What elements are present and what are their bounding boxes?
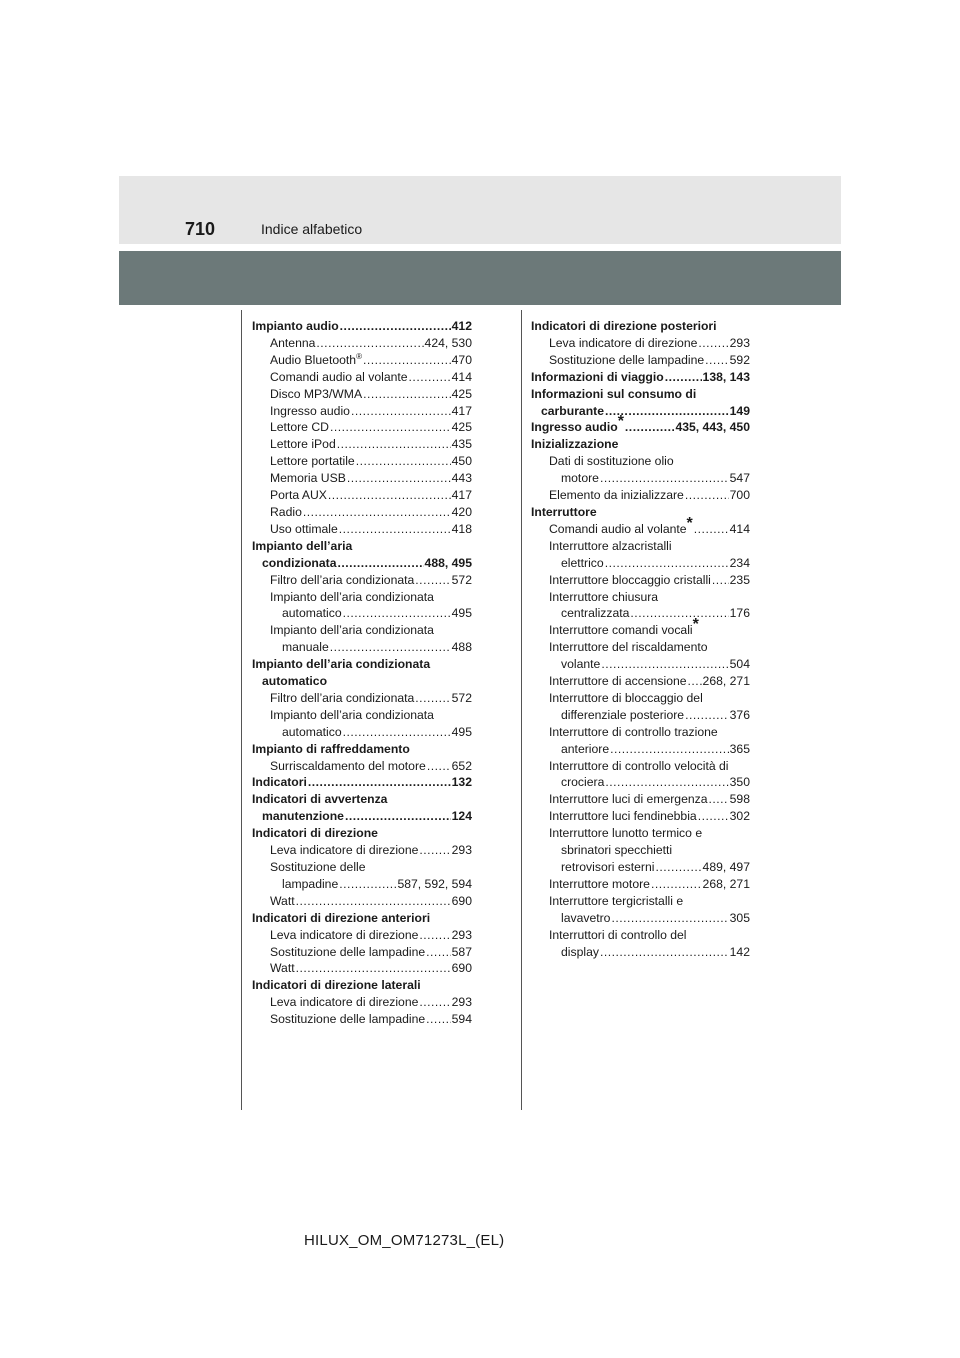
index-entry-pages: 176 bbox=[729, 606, 750, 621]
index-column-right bbox=[531, 318, 750, 960]
index-entry-term: Filtro dell’aria condizionata bbox=[270, 690, 415, 705]
leader-dots bbox=[611, 910, 728, 927]
leader-dots bbox=[705, 352, 729, 369]
index-entry-term: Comandi audio al volante* bbox=[549, 514, 693, 536]
leader-dots bbox=[330, 639, 451, 656]
index-entry-term: Interruttore chiusura bbox=[549, 589, 659, 604]
index-entry-term: Interruttore bbox=[531, 504, 597, 519]
index-entry-term: Watt bbox=[270, 961, 295, 976]
index-entry bbox=[531, 352, 750, 369]
index-entry-term: Indicatori di direzione laterali bbox=[252, 978, 421, 993]
index-entry-term: Sostituzione delle bbox=[270, 860, 366, 874]
index-entry bbox=[531, 690, 750, 707]
index-entry-pages: 547 bbox=[729, 471, 750, 486]
index-entry bbox=[252, 318, 472, 335]
leader-dots bbox=[363, 352, 451, 369]
index-entry-term: Impianto dell’aria condizionata bbox=[270, 707, 434, 722]
index-entry-term: condizionata bbox=[262, 555, 337, 570]
leader-dots bbox=[415, 690, 450, 707]
leader-dots bbox=[328, 487, 451, 504]
index-entry bbox=[252, 656, 472, 673]
leader-dots bbox=[343, 724, 451, 741]
index-entry-term: Interruttore comandi vocali* bbox=[549, 616, 699, 638]
leader-dots bbox=[347, 470, 451, 487]
index-entry bbox=[252, 876, 472, 893]
index-entry-term: Elemento da inizializzare bbox=[549, 488, 684, 503]
index-entry bbox=[531, 791, 750, 808]
leader-dots bbox=[303, 504, 451, 521]
index-entry-term: display bbox=[561, 944, 599, 959]
index-entry bbox=[531, 825, 750, 842]
index-entry bbox=[531, 453, 750, 470]
index-entry-pages: 495 bbox=[451, 724, 472, 739]
index-entry bbox=[252, 808, 472, 825]
index-entry-term: Indicatori di direzione posteriori bbox=[531, 319, 717, 333]
index-entry-pages: 138, 143 bbox=[702, 369, 750, 384]
index-entry-term: Sostituzione delle lampadine bbox=[270, 944, 426, 959]
index-entry bbox=[252, 977, 472, 994]
index-entry-term: Impianto dell’aria bbox=[252, 538, 353, 553]
index-entry bbox=[531, 673, 750, 690]
index-entry-pages: 690 bbox=[451, 961, 472, 976]
index-entry bbox=[252, 352, 472, 369]
leader-dots bbox=[601, 656, 728, 673]
index-entry bbox=[531, 893, 750, 910]
header-band bbox=[119, 176, 841, 244]
index-entry-term: Lettore iPod bbox=[270, 437, 336, 452]
index-entry-term: manutenzione bbox=[262, 809, 344, 824]
index-entry-pages: 350 bbox=[729, 775, 750, 790]
leader-dots bbox=[694, 521, 729, 538]
index-entry-term: Antenna bbox=[270, 335, 316, 350]
index-entry bbox=[252, 1011, 472, 1028]
index-entry-term: automatico bbox=[282, 606, 342, 621]
index-entry-pages: 124 bbox=[451, 809, 472, 824]
leader-dots bbox=[427, 758, 451, 775]
index-entry bbox=[252, 538, 472, 555]
index-entry-pages: 587 bbox=[451, 944, 472, 959]
leader-dots bbox=[351, 403, 451, 420]
leader-dots bbox=[685, 707, 729, 724]
index-entry bbox=[252, 335, 472, 352]
index-entry-term: Lettore CD bbox=[270, 420, 329, 435]
index-entry-pages: 470 bbox=[451, 352, 472, 367]
leader-dots bbox=[698, 808, 729, 825]
leader-dots bbox=[409, 369, 451, 386]
index-entry-pages: 305 bbox=[729, 910, 750, 925]
index-entry-pages: 690 bbox=[451, 893, 472, 908]
index-entry-term: Leva indicatore di direzione bbox=[549, 335, 698, 350]
leader-dots bbox=[605, 555, 729, 572]
index-entry-term: Filtro dell’aria condizionata bbox=[270, 572, 415, 587]
index-entry bbox=[252, 960, 472, 977]
index-entry-pages: 142 bbox=[729, 944, 750, 959]
index-entry bbox=[531, 589, 750, 606]
index-entry-term: Leva indicatore di direzione bbox=[270, 995, 419, 1010]
index-entry-term: Interruttore luci fendinebbia bbox=[549, 809, 697, 824]
column-rule-left bbox=[241, 310, 242, 1110]
index-entry-term: Interruttore tergicristalli e bbox=[549, 893, 684, 908]
index-entry bbox=[531, 774, 750, 791]
leader-dots bbox=[415, 572, 450, 589]
index-entry-term: Indicatori bbox=[252, 775, 307, 790]
index-entry-term: carburante bbox=[541, 403, 604, 418]
index-entry-term: Sostituzione delle lampadine bbox=[270, 1012, 426, 1027]
index-entry bbox=[252, 622, 472, 639]
page-title: Indice alfabetico bbox=[261, 221, 363, 237]
index-entry-pages: 572 bbox=[451, 690, 472, 705]
index-entry bbox=[252, 910, 472, 927]
index-entry bbox=[252, 774, 472, 791]
leader-dots bbox=[330, 419, 451, 436]
leader-dots bbox=[688, 673, 702, 690]
leader-dots bbox=[600, 470, 729, 487]
index-entry-term: Impianto di raffreddamento bbox=[252, 741, 410, 756]
index-entry-term: Impianto dell’aria condizionata bbox=[252, 657, 431, 672]
index-column-left bbox=[252, 318, 472, 1028]
index-entry-term: Interruttore bloccaggio cristalli bbox=[549, 572, 711, 587]
index-entry bbox=[252, 436, 472, 453]
index-entry-term: Informazioni sul consumo di bbox=[531, 386, 697, 401]
index-entry-term: Memoria USB bbox=[270, 471, 346, 486]
index-entry-term: Interruttore di controllo trazione bbox=[549, 724, 718, 739]
index-entry-term: lavavetro bbox=[561, 910, 611, 925]
index-entry-pages: 302 bbox=[729, 809, 750, 824]
footnote-asterisk: * bbox=[686, 514, 693, 532]
leader-dots bbox=[709, 791, 729, 808]
index-entry bbox=[252, 555, 472, 572]
index-entry-pages: 412 bbox=[451, 319, 472, 333]
index-entry-pages: 700 bbox=[729, 488, 750, 503]
index-entry-term: lampadine bbox=[282, 876, 339, 891]
leader-dots bbox=[363, 386, 451, 403]
index-entry bbox=[252, 386, 472, 403]
page-number: 710 bbox=[185, 219, 216, 239]
index-entry-term: Indicatori di direzione anteriori bbox=[252, 910, 431, 925]
index-entry-term: manuale bbox=[282, 640, 329, 655]
index-entry-term: Indicatori di avvertenza bbox=[252, 792, 388, 807]
index-entry-term: elettrico bbox=[561, 555, 604, 570]
index-entry-pages: 435, 443, 450 bbox=[675, 420, 750, 435]
leader-dots bbox=[610, 741, 729, 758]
index-entry bbox=[252, 707, 472, 724]
index-entry-term: Surriscaldamento del motore bbox=[270, 758, 426, 773]
index-entry-pages: 268, 271 bbox=[702, 876, 750, 891]
index-entry-pages: 594 bbox=[451, 1012, 472, 1027]
index-entry-term: Radio bbox=[270, 504, 302, 519]
index-entry-pages: 149 bbox=[729, 403, 750, 418]
index-entry-term: Impianto dell’aria condizionata bbox=[270, 623, 434, 638]
index-entry bbox=[531, 927, 750, 944]
leader-dots bbox=[625, 419, 675, 436]
index-entry bbox=[252, 504, 472, 521]
leader-dots bbox=[340, 318, 451, 335]
registered-mark: ® bbox=[356, 351, 362, 361]
index-entry-term: Leva indicatore di direzione bbox=[270, 927, 419, 942]
leader-dots bbox=[651, 876, 702, 893]
index-entry bbox=[252, 741, 472, 758]
index-entry-pages: 598 bbox=[729, 792, 750, 807]
index-entry-pages: 488 bbox=[451, 640, 472, 655]
index-entry bbox=[252, 842, 472, 859]
index-entry-term: automatico bbox=[262, 674, 328, 689]
index-entry-term: Interruttore motore bbox=[549, 876, 650, 891]
index-entry-pages: 489, 497 bbox=[702, 860, 750, 874]
index-entry bbox=[531, 859, 750, 876]
leader-dots bbox=[345, 808, 451, 825]
index-entry-pages: 488, 495 bbox=[424, 555, 472, 570]
index-entry-pages: 268, 271 bbox=[702, 674, 750, 689]
index-entry bbox=[252, 487, 472, 504]
index-entry-pages: 414 bbox=[729, 521, 750, 536]
index-entry-term: Leva indicatore di direzione bbox=[270, 843, 419, 858]
index-entry-term: Impianto audio bbox=[252, 319, 339, 333]
index-entry-term: differenziale posteriore bbox=[561, 707, 685, 722]
footnote-asterisk: * bbox=[617, 413, 624, 431]
index-entry bbox=[531, 413, 750, 436]
index-entry-pages: 443 bbox=[451, 471, 472, 486]
index-entry-pages: 425 bbox=[451, 420, 472, 435]
index-entry-pages: 293 bbox=[451, 995, 472, 1010]
index-entry bbox=[531, 470, 750, 487]
index-entry bbox=[252, 859, 472, 876]
index-entry-term: anteriore bbox=[561, 741, 610, 756]
index-entry-term: Informazioni di viaggio bbox=[531, 369, 664, 384]
column-rule-right bbox=[521, 310, 522, 1110]
index-entry bbox=[531, 876, 750, 893]
index-entry-term: sbrinatori specchietti bbox=[561, 843, 673, 858]
index-entry-term: Interruttore alzacristalli bbox=[549, 538, 672, 553]
index-entry bbox=[252, 944, 472, 961]
index-entry-term: Uso ottimale bbox=[270, 521, 338, 536]
index-entry bbox=[531, 808, 750, 825]
index-entry bbox=[531, 758, 750, 775]
index-entry-pages: 417 bbox=[451, 488, 472, 503]
index-entry-term: Ingresso audio* bbox=[531, 413, 624, 435]
index-entry bbox=[531, 318, 750, 335]
index-entry bbox=[531, 707, 750, 724]
index-entry-pages: 293 bbox=[451, 927, 472, 942]
leader-dots bbox=[339, 521, 451, 538]
index-entry bbox=[252, 994, 472, 1011]
leader-dots bbox=[712, 572, 729, 589]
index-entry-term: Interruttore luci di emergenza bbox=[549, 792, 708, 807]
index-entry-term: Interruttore di bloccaggio del bbox=[549, 690, 703, 705]
index-entry-term: centralizzata bbox=[561, 606, 630, 621]
index-entry bbox=[531, 639, 750, 656]
index-entry-term: Porta AUX bbox=[270, 488, 327, 503]
index-entry bbox=[531, 605, 750, 622]
index-entry-term: Comandi audio al volante bbox=[270, 369, 408, 384]
index-entry bbox=[252, 758, 472, 775]
index-entry-term: automatico bbox=[282, 724, 342, 739]
index-entry bbox=[531, 386, 750, 403]
index-entry-pages: 417 bbox=[451, 403, 472, 418]
index-entry bbox=[252, 419, 472, 436]
index-entry-term: Watt bbox=[270, 893, 295, 908]
index-entry bbox=[531, 555, 750, 572]
index-entry bbox=[252, 521, 472, 538]
index-entry bbox=[252, 639, 472, 656]
leader-dots bbox=[630, 605, 728, 622]
document-code: HILUX_OM_OM71273L_(EL) bbox=[304, 1232, 505, 1249]
index-entry bbox=[531, 538, 750, 555]
index-entry-term: Interruttori di controllo del bbox=[549, 927, 687, 942]
index-entry bbox=[531, 616, 750, 639]
index-entry-term: Audio Bluetooth® bbox=[270, 351, 362, 367]
index-entry-pages: 592 bbox=[729, 352, 750, 367]
index-entry-term: Lettore portatile bbox=[270, 454, 355, 469]
index-entry-term: Interruttore di accensione bbox=[549, 674, 687, 689]
index-entry-pages: 587, 592, 594 bbox=[397, 876, 472, 891]
index-entry-pages: 234 bbox=[729, 555, 750, 570]
index-entry-pages: 450 bbox=[451, 454, 472, 469]
index-entry bbox=[531, 724, 750, 741]
index-entry-pages: 495 bbox=[451, 606, 472, 621]
leader-dots bbox=[419, 842, 450, 859]
index-entry bbox=[531, 487, 750, 504]
index-entry bbox=[252, 724, 472, 741]
index-entry bbox=[531, 514, 750, 538]
leader-dots bbox=[685, 487, 729, 504]
index-entry bbox=[252, 791, 472, 808]
index-entry bbox=[531, 842, 750, 859]
index-entry-term: volante bbox=[561, 657, 601, 672]
leader-dots bbox=[296, 893, 451, 910]
index-entry bbox=[252, 825, 472, 842]
leader-dots bbox=[356, 453, 451, 470]
index-entry-pages: 235 bbox=[729, 572, 750, 587]
index-entry bbox=[531, 369, 750, 386]
leader-dots bbox=[605, 774, 728, 791]
leader-dots bbox=[419, 994, 450, 1011]
index-entry bbox=[252, 453, 472, 470]
index-entry-pages: 418 bbox=[451, 521, 472, 536]
index-entry bbox=[531, 656, 750, 673]
index-entry-term: Interruttore lunotto termico e bbox=[549, 826, 703, 841]
index-entry bbox=[531, 910, 750, 927]
leader-dots bbox=[296, 960, 451, 977]
index-entry-term: crociera bbox=[561, 775, 605, 790]
leader-dots bbox=[665, 369, 702, 386]
index-entry bbox=[252, 589, 472, 606]
leader-dots bbox=[426, 1011, 451, 1028]
index-entry bbox=[531, 335, 750, 352]
index-entry bbox=[252, 403, 472, 420]
index-entry-pages: 293 bbox=[451, 843, 472, 858]
footnote-asterisk: * bbox=[692, 616, 699, 634]
index-entry-term: Sostituzione delle lampadine bbox=[549, 352, 705, 367]
section-band bbox=[119, 251, 841, 305]
index-entry-pages: 572 bbox=[451, 572, 472, 587]
leader-dots bbox=[600, 944, 729, 961]
index-entry bbox=[252, 572, 472, 589]
index-entry bbox=[531, 436, 750, 453]
index-entry bbox=[531, 504, 750, 521]
index-entry-pages: 652 bbox=[451, 758, 472, 773]
index-entry bbox=[252, 893, 472, 910]
index-entry-term: Disco MP3/WMA bbox=[270, 386, 363, 401]
leader-dots bbox=[655, 859, 701, 876]
index-entry bbox=[531, 403, 750, 420]
index-entry-pages: 365 bbox=[729, 741, 750, 756]
index-entry-term: Ingresso audio bbox=[270, 403, 350, 418]
leader-dots bbox=[337, 436, 451, 453]
index-entry bbox=[252, 927, 472, 944]
index-entry bbox=[252, 369, 472, 386]
index-entry-term: Indicatori di direzione bbox=[252, 826, 378, 841]
index-entry-term: Interruttore di controllo velocità di bbox=[549, 758, 729, 773]
leader-dots bbox=[339, 876, 396, 893]
index-entry bbox=[531, 944, 750, 961]
index-entry-term: Inizializzazione bbox=[531, 437, 619, 452]
index-entry bbox=[252, 673, 472, 690]
index-entry-pages: 424, 530 bbox=[424, 335, 472, 350]
leader-dots bbox=[308, 774, 451, 791]
index-entry-pages: 504 bbox=[729, 657, 750, 672]
index-entry-pages: 435 bbox=[451, 437, 472, 452]
index-entry bbox=[252, 605, 472, 622]
leader-dots bbox=[698, 335, 728, 352]
index-entry bbox=[531, 741, 750, 758]
leader-dots bbox=[337, 555, 423, 572]
index-entry-term: Impianto dell’aria condizionata bbox=[270, 589, 434, 604]
index-entry-pages: 414 bbox=[451, 369, 472, 384]
index-entry bbox=[252, 690, 472, 707]
index-entry-pages: 420 bbox=[451, 504, 472, 519]
index-entry-pages: 376 bbox=[729, 707, 750, 722]
index-entry-term: Interruttore del riscaldamento bbox=[549, 640, 708, 655]
leader-dots bbox=[426, 944, 451, 961]
index-entry-term: motore bbox=[561, 471, 599, 486]
leader-dots bbox=[316, 335, 423, 352]
leader-dots bbox=[343, 605, 451, 622]
index-entry-pages: 132 bbox=[451, 775, 472, 790]
index-entry bbox=[252, 470, 472, 487]
index-entry bbox=[531, 572, 750, 589]
index-entry-term: Dati di sostituzione olio bbox=[549, 454, 674, 469]
leader-dots bbox=[419, 927, 450, 944]
index-entry-pages: 293 bbox=[729, 335, 750, 350]
index-entry-pages: 425 bbox=[451, 386, 472, 401]
index-entry-term: retrovisori esterni bbox=[561, 860, 655, 874]
